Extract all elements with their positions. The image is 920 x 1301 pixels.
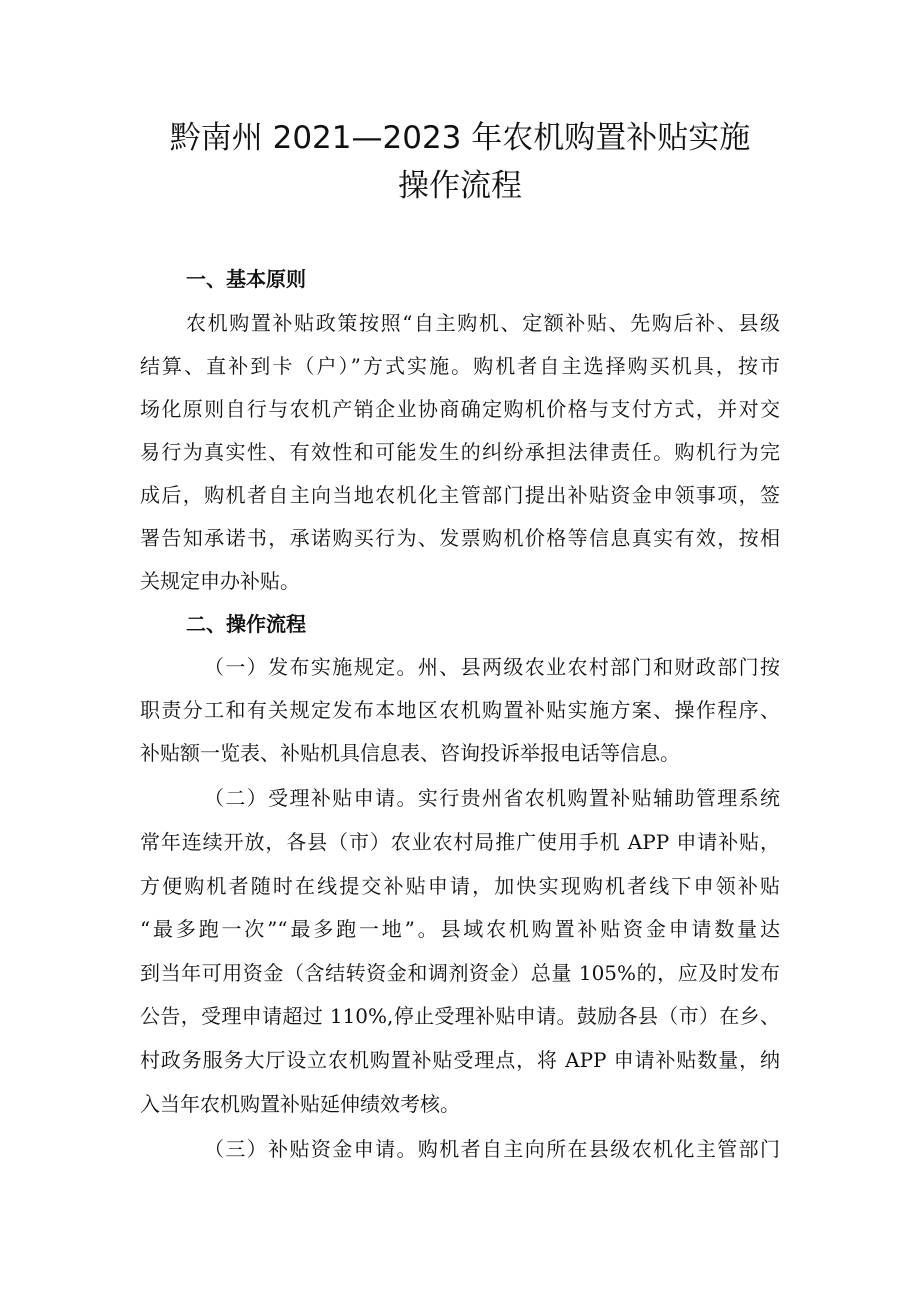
- paragraph-line: 常年连续开放，各县（市）农业农村局推广使用手机 APP 申请补贴，: [140, 830, 780, 854]
- paragraph-line: （三）补贴资金申请。购机者自主向所在县级农机化主管部门: [204, 1137, 780, 1161]
- paragraph-line: 成后，购机者自主向当地农机化主管部门提出补贴资金申领事项，签: [140, 483, 780, 507]
- paragraph-line: 公告，受理申请超过 110%,停止受理补贴申请。鼓励各县（市）在乡、: [140, 1004, 780, 1028]
- section-heading-operation-process: 二、操作流程: [186, 612, 306, 636]
- paragraph-line: 关规定申办补贴。: [140, 569, 300, 593]
- paragraph-line: 入当年农机购置补贴延伸绩效考核。: [140, 1092, 460, 1116]
- paragraph-line: 场化原则自行与农机产销企业协商确定购机价格与支付方式，并对交: [140, 397, 780, 421]
- section-heading-basic-principles: 一、基本原则: [186, 267, 306, 291]
- paragraph-line: 易行为真实性、有效性和可能发生的纠纷承担法律责任。购机行为完: [140, 440, 780, 464]
- document-title-line-1: 黔南州 2021—2023 年农机购置补贴实施: [169, 120, 751, 156]
- paragraph-line: 结算、直补到卡（户）”方式实施。购机者自主选择购买机具，按市: [140, 354, 780, 378]
- paragraph-line: 方便购机者随时在线提交补贴申请，加快实现购机者线下申领补贴: [140, 874, 780, 898]
- paragraph-line: “最多跑一次”“最多跑一地”。县域农机购置补贴资金申请数量达: [140, 917, 780, 941]
- paragraph-line: 署告知承诺书，承诺购买行为、发票购机价格等信息真实有效，按相: [140, 526, 780, 550]
- paragraph-line: （一）发布实施规定。州、县两级农业农村部门和财政部门按: [204, 655, 780, 679]
- paragraph-line: 补贴额一览表、补贴机具信息表、咨询投诉举报电话等信息。: [140, 741, 680, 765]
- paragraph-line: 职责分工和有关规定发布本地区农机购置补贴实施方案、操作程序、: [140, 698, 780, 722]
- document-title-line-2: 操作流程: [398, 168, 522, 204]
- paragraph-line: 村政务服务大厅设立农机购置补贴受理点，将 APP 申请补贴数量，纳: [140, 1048, 780, 1072]
- paragraph-line: 到当年可用资金（含结转资金和调剂资金）总量 105%的，应及时发布: [140, 961, 780, 985]
- paragraph-line: （二）受理补贴申请。实行贵州省农机购置补贴辅助管理系统: [204, 786, 780, 810]
- paragraph-line: 农机购置补贴政策按照“自主购机、定额补贴、先购后补、县级: [186, 311, 780, 335]
